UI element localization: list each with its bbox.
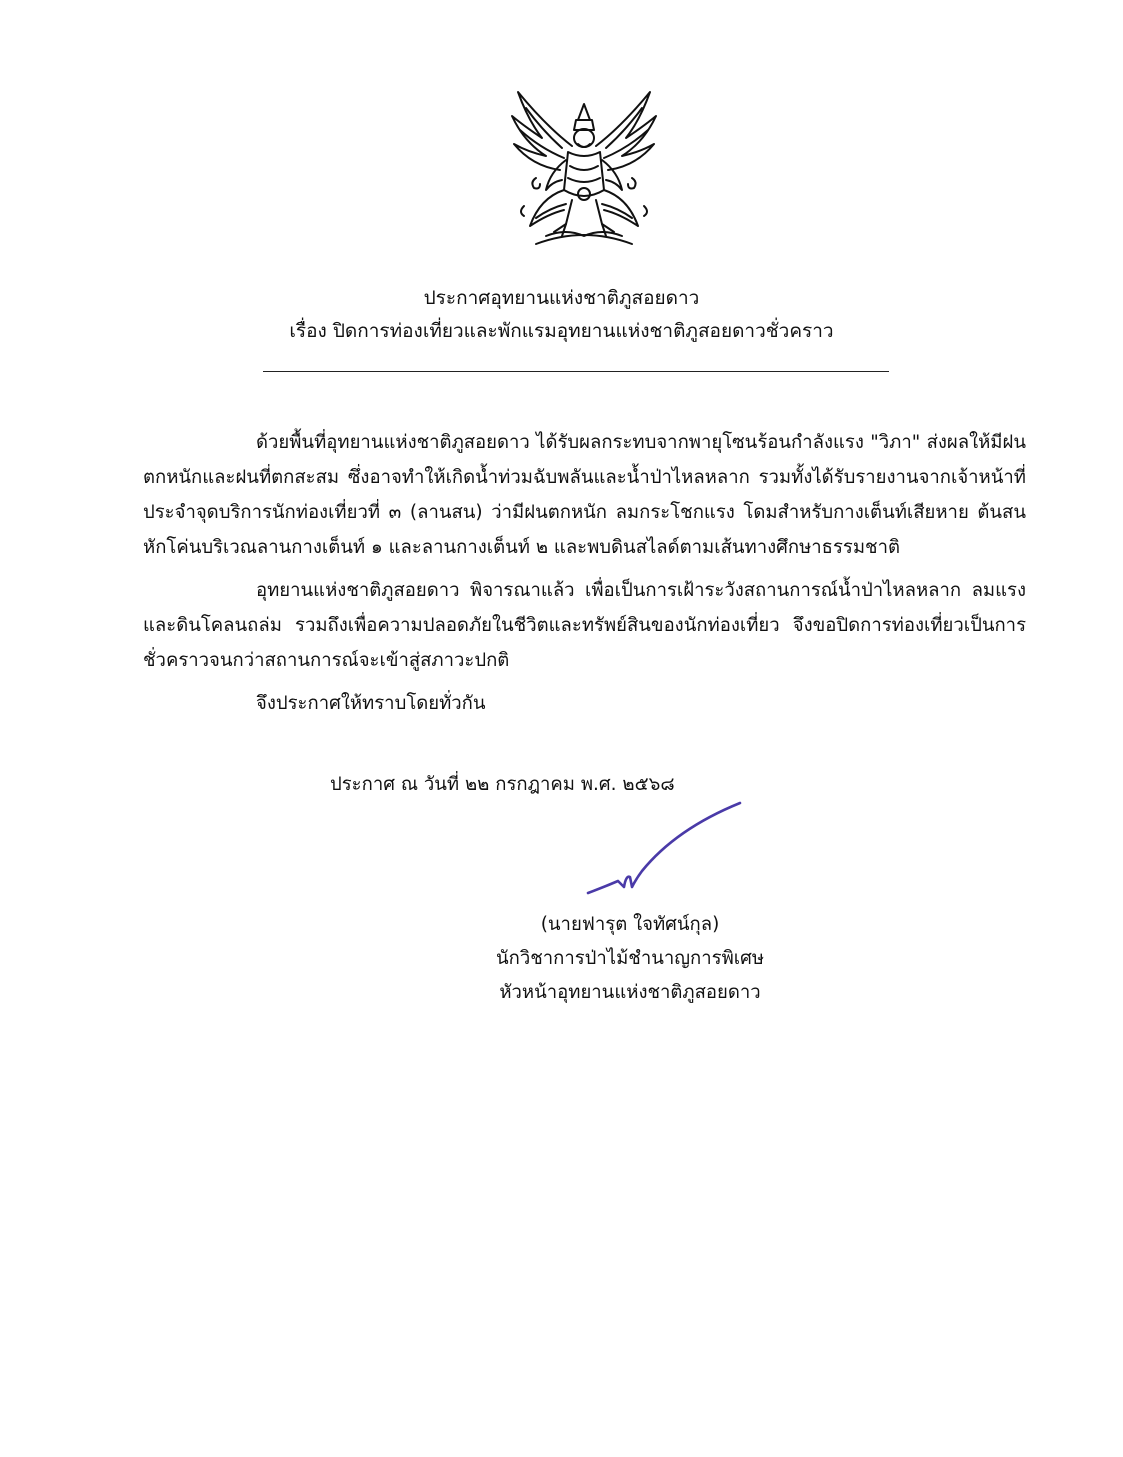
closing-statement: จึงประกาศให้ทราบโดยทั่วกัน <box>256 693 486 714</box>
announcement-date: ประกาศ ณ วันที่ ๒๒ กรกฎาคม พ.ศ. ๒๕๖๘ <box>330 774 675 795</box>
garuda-emblem <box>506 86 662 256</box>
title-divider <box>263 371 889 372</box>
signatory-block <box>470 908 790 1010</box>
body-paragraph-2-text: อุทยานแห่งชาติภูสอยดาว พิจารณาแล้ว เพื่อเป็นการเฝ้าระวังสถานการณ์น้ำป่าไหลหลาก ลมแรง และดินโคลนถล่ม รวมถึงเพื่อความปลอดภัยในชีวิตและทรัพย์สินของนักท่องเที่ยว จึงขอปิดการท่องเที่ยวเป็นการชั่วคราวจนกว่าสถานการณ์จะเข้าสู่สภาวะปกติ <box>143 580 1026 671</box>
announcement-subject: เรื่อง ปิดการท่องเที่ยวและพักแรมอุทยานแห่งชาติภูสอยดาวชั่วคราว <box>289 320 834 342</box>
body-paragraph-1 <box>143 425 1026 565</box>
signatory-office: หัวหน้าอุทยานแห่งชาติภูสอยดาว <box>499 982 761 1003</box>
handwritten-signature <box>580 795 750 905</box>
announcement-title: ประกาศอุทยานแห่งชาติภูสอยดาว <box>423 287 700 309</box>
body-paragraph-1-text: ด้วยพื้นที่อุทยานแห่งชาติภูสอยดาว ได้รับผลกระทบจากพายุโซนร้อนกำลังแรง "วิภา" ส่งผลให้มีฝนตกหนักและฝนที่ตกสะสม ซึ่งอาจทำให้เกิดน้ำท่วมฉับพลันและน้ำป่าไหลหลาก รวมทั้งได้รับรายงานจากเจ้าหน้าที่ประจำจุดบริการนักท่องเที่ยวที่ ๓ (ลานสน) ว่ามีฝนตกหนัก ลมกระโชกแรง โดมสำหรับกางเต็นท์เสียหาย ต้นสนหักโค่นบริเวณลานกางเต็นท์ ๑ และลานกางเต็นท์ ๒ และพบดินสไลด์ตามเส้นทางศึกษาธรรมชาติ <box>143 432 1026 558</box>
signatory-position: นักวิชาการป่าไม้ชำนาญการพิเศษ <box>495 948 765 969</box>
body-paragraph-2 <box>143 573 1026 678</box>
signatory-name: (นายฟารุต ใจทัศน์กุล) <box>540 914 720 935</box>
